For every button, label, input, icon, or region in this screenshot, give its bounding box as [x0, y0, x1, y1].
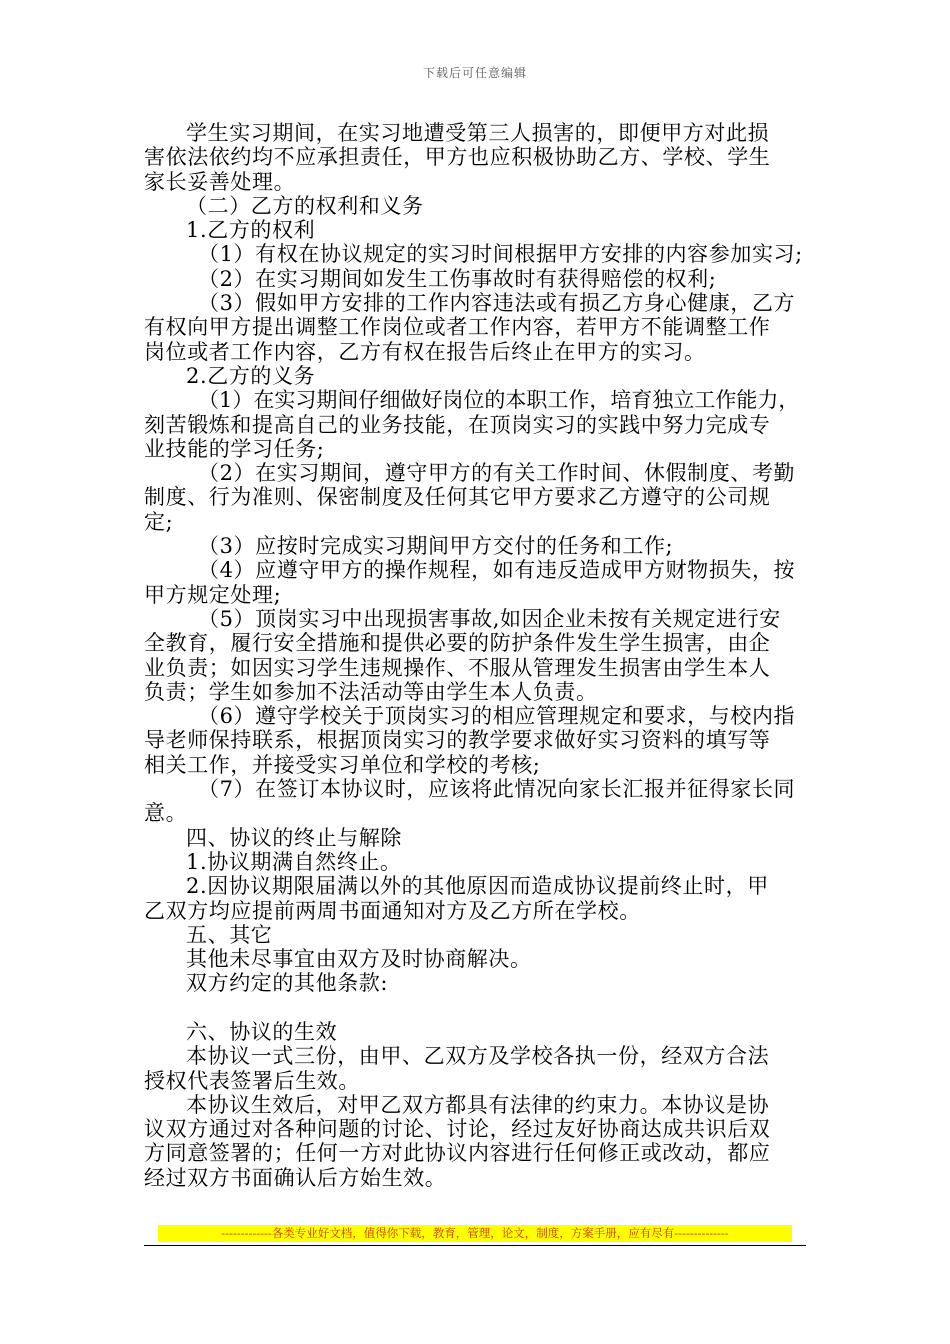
text-line: （2）在实习期间如发生工伤事故时有获得赔偿的权利;	[198, 266, 717, 291]
text-line: （1）有权在协议规定的实习时间根据甲方安排的内容参加实习;	[198, 242, 803, 267]
page-header: 下载后可任意编辑	[422, 66, 527, 80]
text-line: 业负责；如因实习学生违规操作、不服从管理发生损害由学生本人	[144, 655, 771, 680]
text-line: 五、其它	[186, 922, 273, 947]
text-line: （6）遵守学校关于顶岗实习的相应管理规定和要求，与校内指	[198, 704, 796, 729]
document-body	[144, 121, 812, 1190]
text-line: 1.乙方的权利	[186, 218, 316, 243]
text-line: 方同意签署的；任何一方对此协议内容进行任何修正或改动，都应	[144, 1141, 771, 1166]
text-line: 经过双方书面确认后方始生效。	[144, 1165, 447, 1190]
text-line: 双方约定的其他条款:	[186, 971, 389, 996]
text-line: 业技能的学习任务;	[144, 436, 325, 461]
text-line: 其他未尽事宜由双方及时协商解决。	[186, 947, 532, 972]
text-line: 六、协议的生效	[186, 1019, 338, 1044]
text-line: 全教育，履行安全措施和提供必要的防护条件发生学生损害，由企	[144, 631, 771, 656]
text-line: 议双方通过对各种问题的讨论、讨论，经过友好协商达成共识后双	[144, 1117, 771, 1142]
text-line: 害依法依约均不应承担责任，甲方也应积极协助乙方、学校、学生	[144, 145, 771, 170]
text-line: 导老师保持联系，根据顶岗实习的教学要求做好实习资料的填写等	[144, 728, 771, 753]
text-line: 乙双方均应提前两周书面通知对方及乙方所在学校。	[144, 898, 641, 923]
text-line: （2）在实习期间，遵守甲方的有关工作时间、休假制度、考勤	[198, 461, 796, 486]
text-line: 刻苦锻炼和提高自己的业务技能，在顶岗实习的实践中努力完成专	[144, 412, 771, 437]
text-line: （1）在实习期间仔细做好岗位的本职工作，培育独立工作能力，	[198, 388, 800, 413]
text-line: （5）顶岗实习中出现损害事故,如因企业未按有关规定进行安	[198, 606, 781, 631]
text-line: 1.协议期满自然终止。	[186, 849, 402, 874]
text-line: 甲方规定处理;	[144, 582, 282, 607]
text-line: （7）在签订本协议时，应该将此情况向家长汇报并征得家长同	[198, 777, 796, 802]
text-line: 四、协议的终止与解除	[186, 825, 402, 850]
text-line: 2.乙方的义务	[186, 363, 316, 388]
text-line: 家长妥善处理。	[144, 169, 296, 194]
text-line: （4）应遵守甲方的操作规程，如有违反造成甲方财物损失，按	[198, 558, 796, 583]
text-line: 相关工作，并接受实习单位和学校的考核;	[144, 752, 541, 777]
text-line: （二）乙方的权利和义务	[186, 193, 424, 218]
text-line: 制度、行为准则、保密制度及任何其它甲方要求乙方遵守的公司规	[144, 485, 771, 510]
footer-banner: -------------各类专业好文档，值得你下载，教育，管理，论文，制度，方案手册，应有尽有--------------	[158, 1225, 792, 1242]
text-line: 本协议生效后，对甲乙双方都具有法律的约束力。本协议是协	[186, 1092, 770, 1117]
footer-divider	[144, 1245, 806, 1246]
text-line	[144, 996, 812, 1020]
text-line: 本协议一式三份，由甲、乙双方及学校各执一份，经双方合法	[186, 1044, 770, 1069]
text-line: （3）假如甲方安排的工作内容违法或有损乙方身心健康，乙方	[198, 291, 796, 316]
text-line: 有权向甲方提出调整工作岗位或者工作内容，若甲方不能调整工作	[144, 315, 771, 340]
text-line: 定;	[144, 509, 174, 534]
text-line: 2.因协议期限届满以外的其他原因而造成协议提前终止时，甲	[186, 874, 769, 899]
text-line: （3）应按时完成实习期间甲方交付的任务和工作;	[198, 534, 674, 559]
text-line: 学生实习期间，在实习地遭受第三人损害的，即便甲方对此损	[186, 121, 770, 145]
text-line: 岗位或者工作内容，乙方有权在报告后终止在甲方的实习。	[144, 339, 706, 364]
text-line: 授权代表签署后生效。	[144, 1068, 360, 1093]
text-line: 意。	[144, 801, 188, 826]
text-line: 负责；学生如参加不法活动等由学生本人负责。	[144, 679, 598, 704]
